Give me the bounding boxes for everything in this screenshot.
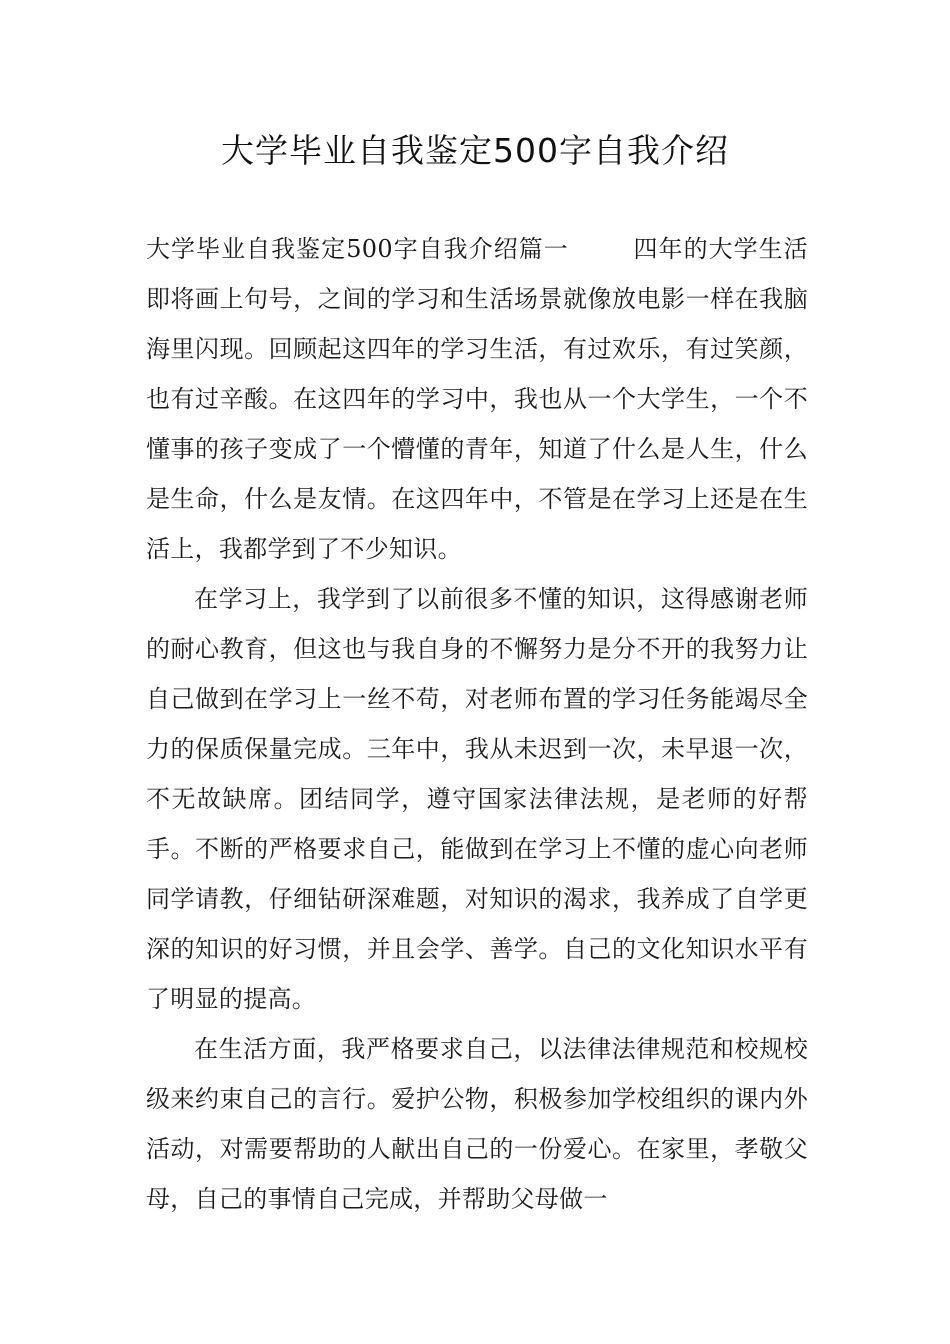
paragraph-1 xyxy=(146,224,808,574)
paragraph-3: 在生活方面，我严格要求自己，以法律法律规范和校规校级来约束自己的言行。爱护公物，积极参加学校组织的课内外活动，对需要帮助的人献出自己的一份爱心。在家里，孝敬父母，自己的事情自己完成，并帮助父母做一 xyxy=(146,1035,808,1213)
document-title: 大学毕业自我鉴定500字自我介绍 xyxy=(221,131,729,170)
paragraph-2: 在学习上，我学到了以前很多不懂的知识，这得感谢老师的耐心教育，但这也与我自身的不懈努力是分不开的我努力让自己做到在学习上一丝不苟，对老师布置的学习任务能竭尽全力的保质保量完成。三年中，我从未迟到一次，未早退一次，不无故缺席。团结同学，遵守国家法律法规，是老师的好帮手。不断的严格要求自己，能做到在学习上不懂的虚心向老师同学请教，仔细钻研深难题，对知识的渴求，我养成了自学更深的知识的好习惯，并且会学、善学。自己的文化知识水平有了明显的提高。 xyxy=(146,585,808,1013)
section-heading: 大学毕业自我鉴定500字自我介绍篇一 xyxy=(146,235,569,263)
paragraph-1-text: 四年的大学生活即将画上句号，之间的学习和生活场景就像放电影一样在我脑海里闪现。回顾起这四年的学习生活，有过欢乐，有过笑颜，也有过辛酸。在这四年的学习中，我也从一个大学生，一个不懂事的孩子变成了一个懵懂的青年，知道了什么是人生，什么是生命，什么是友情。在这四年中，不管是在学习上还是在生活上，我都学到了不少知识。 xyxy=(146,235,808,563)
document-body xyxy=(146,224,808,1224)
